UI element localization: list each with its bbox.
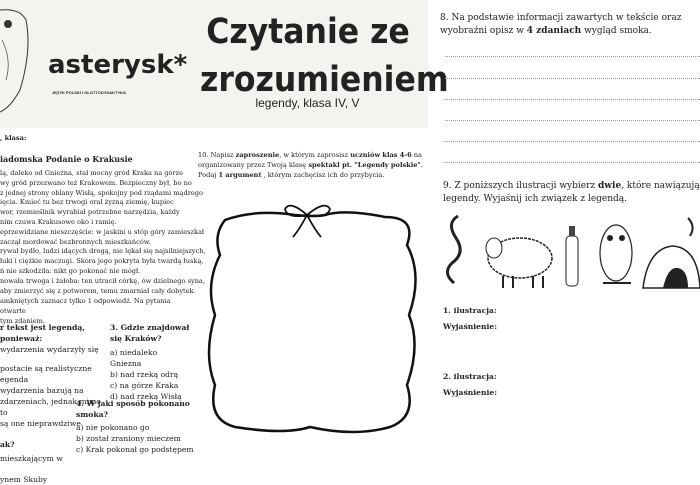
story-line: aby zmierzyć się z potworem, temu zmarniał cały dobytek. bbox=[0, 286, 196, 295]
title-line: Czytanie ze bbox=[206, 12, 410, 52]
text-line: amkniętych zaznacz tylko 1 odpowiedź. Na pytania otwarte bbox=[0, 297, 171, 315]
story-line: lą, daleko od Gniezna, stał mocny gród Kraka na górze bbox=[0, 169, 183, 177]
story-line: nowała trwoga i żałoba: ten utracił córkę, ów dzielnego syna, bbox=[0, 276, 205, 285]
option[interactable]: ynem Skuby bbox=[0, 475, 48, 484]
option[interactable]: c) na górze Kraka bbox=[110, 381, 179, 390]
question-title: smoka? bbox=[76, 410, 109, 419]
option[interactable]: postacie są realistyczne bbox=[0, 364, 92, 373]
illustrations-row bbox=[438, 208, 700, 293]
option[interactable]: Gniezna bbox=[110, 359, 142, 368]
page-subtitle: legendy, klasa IV, V bbox=[255, 96, 360, 110]
option[interactable]: b) został zraniony mieczem bbox=[76, 434, 181, 443]
text: , którym zachęcisz ich do przybycia. bbox=[261, 170, 385, 179]
name-class-line: , klasa: bbox=[0, 134, 27, 142]
option[interactable]: b) nad rzeką odrą bbox=[110, 370, 179, 379]
story-line: łuki i ciężkie maczugi. Skóra jego pokryta była twardą łuską, bbox=[0, 257, 204, 266]
text: na organizowany przez Twoją klasę bbox=[198, 151, 422, 169]
text: zaproszenie bbox=[235, 151, 280, 159]
question-title: 4. W jaki sposób pokonano bbox=[76, 399, 190, 408]
page-title bbox=[200, 8, 449, 104]
question-8 bbox=[440, 12, 700, 38]
story-text bbox=[0, 169, 206, 296]
story-line: rywał bydło, ludzi idących drogą, nie lękał się najsilniejszych, bbox=[0, 247, 206, 256]
question-title: r tekst jest legendą, ponieważ: bbox=[0, 323, 85, 343]
snake-icon[interactable] bbox=[447, 216, 460, 283]
question-title: ak? bbox=[0, 440, 15, 449]
question-title: 3. Gdzie znajdował bbox=[110, 323, 190, 332]
story-line: wy gród przezwano też Krakowem. Bezpieczny był, bo no bbox=[0, 178, 192, 187]
text: 8. Na podstawie informacji zawartych w tekście oraz wyobraźni opisz w bbox=[440, 13, 682, 36]
text: , które nawiązują legendy. Wyjaśnij ich związek z legendą. bbox=[443, 181, 700, 204]
option[interactable]: c) Krak pokonał go podstępem bbox=[76, 445, 194, 454]
story-line: z jednej strony oblany Wisłą, spokojny pod rządami mądrego bbox=[0, 188, 203, 197]
option[interactable]: mieszkającym w bbox=[0, 454, 63, 463]
option[interactable]: d) nad rzeką Wisłą bbox=[110, 392, 182, 401]
answer-line[interactable] bbox=[445, 56, 700, 57]
answer-line[interactable] bbox=[445, 99, 700, 100]
explanation-1-label: Wyjaśnienie: bbox=[443, 322, 497, 331]
answer-line[interactable] bbox=[445, 141, 700, 142]
text: 9. Z poniższych ilustracji wybierz bbox=[443, 181, 598, 191]
option[interactable]: wydarzenia wydarzyły się bbox=[0, 345, 99, 354]
question-4 bbox=[76, 398, 200, 455]
cave-icon[interactable] bbox=[643, 218, 700, 288]
story-line: nim czuwa Krakusowe oko i ramię. bbox=[0, 217, 117, 226]
logo: asterysk* bbox=[48, 50, 188, 80]
text: , w którym zaprosisz bbox=[279, 151, 351, 159]
text: spektakl pt. "Legendy polskie" bbox=[308, 160, 421, 169]
owl-icon[interactable] bbox=[600, 225, 632, 283]
logo-subtitle: JĘZYK POLSKI I GLOTTODYDAKTYKA bbox=[52, 90, 126, 95]
answer-line[interactable] bbox=[445, 162, 700, 163]
text: uczniów klas 4-6 bbox=[350, 151, 412, 159]
option[interactable]: zdarzeniach, jednak mimo to bbox=[0, 397, 101, 417]
option[interactable]: egenda bbox=[0, 375, 29, 384]
story-line: eprzewidziane nieszczęście: w jaskini u stóp góry zamieszkał bbox=[0, 227, 205, 236]
option[interactable]: a) niedaleko bbox=[110, 348, 158, 357]
text: wygląd smoka. bbox=[581, 26, 652, 36]
story-line: ięcia. Kmieć tu bez trwogi orał żyzną ziemię, kupiec bbox=[0, 198, 174, 207]
text-line: tym zdaniem. bbox=[0, 316, 45, 325]
explanation-2-label: Wyjaśnienie: bbox=[443, 388, 497, 397]
story-heading: iadomska Podanie o Krakusie bbox=[0, 154, 133, 164]
invitation-frame[interactable] bbox=[195, 195, 425, 445]
question-9 bbox=[443, 180, 700, 206]
text: . Podaj bbox=[198, 160, 423, 179]
text: 4 zdaniach bbox=[526, 26, 582, 36]
question-title: się Kraków? bbox=[110, 334, 162, 343]
story-line: wor, rzemieślnik wyrabiał potrzebne narzędzia, każdy bbox=[0, 208, 180, 217]
title-line: zrozumieniem bbox=[200, 60, 449, 100]
answer-line[interactable] bbox=[445, 78, 700, 79]
question-10 bbox=[198, 151, 423, 180]
illustration-1-label: 1. ilustracja: bbox=[443, 306, 497, 315]
option[interactable]: a) nie pokonano go bbox=[76, 423, 150, 432]
text: 10. Napisz bbox=[198, 151, 236, 159]
option[interactable]: są one nieprawdziwe bbox=[0, 419, 81, 428]
illustration-2-label: 2. ilustracja: bbox=[443, 372, 497, 381]
option[interactable]: wydarzenia bazują na bbox=[0, 386, 84, 395]
sheep-icon[interactable] bbox=[486, 238, 552, 288]
text: dwie bbox=[598, 181, 622, 191]
text: 1 argument bbox=[218, 170, 262, 179]
bottle-icon[interactable] bbox=[566, 226, 578, 286]
story-line: zaczął mordować bezbronnych mieszkańców. bbox=[0, 237, 151, 246]
question-3 bbox=[110, 322, 198, 402]
story-line: ń nie szkodziła: nikt go pokonać nie mógł. bbox=[0, 266, 141, 275]
owl-illustration-icon bbox=[0, 0, 40, 115]
answer-line[interactable] bbox=[445, 120, 700, 121]
